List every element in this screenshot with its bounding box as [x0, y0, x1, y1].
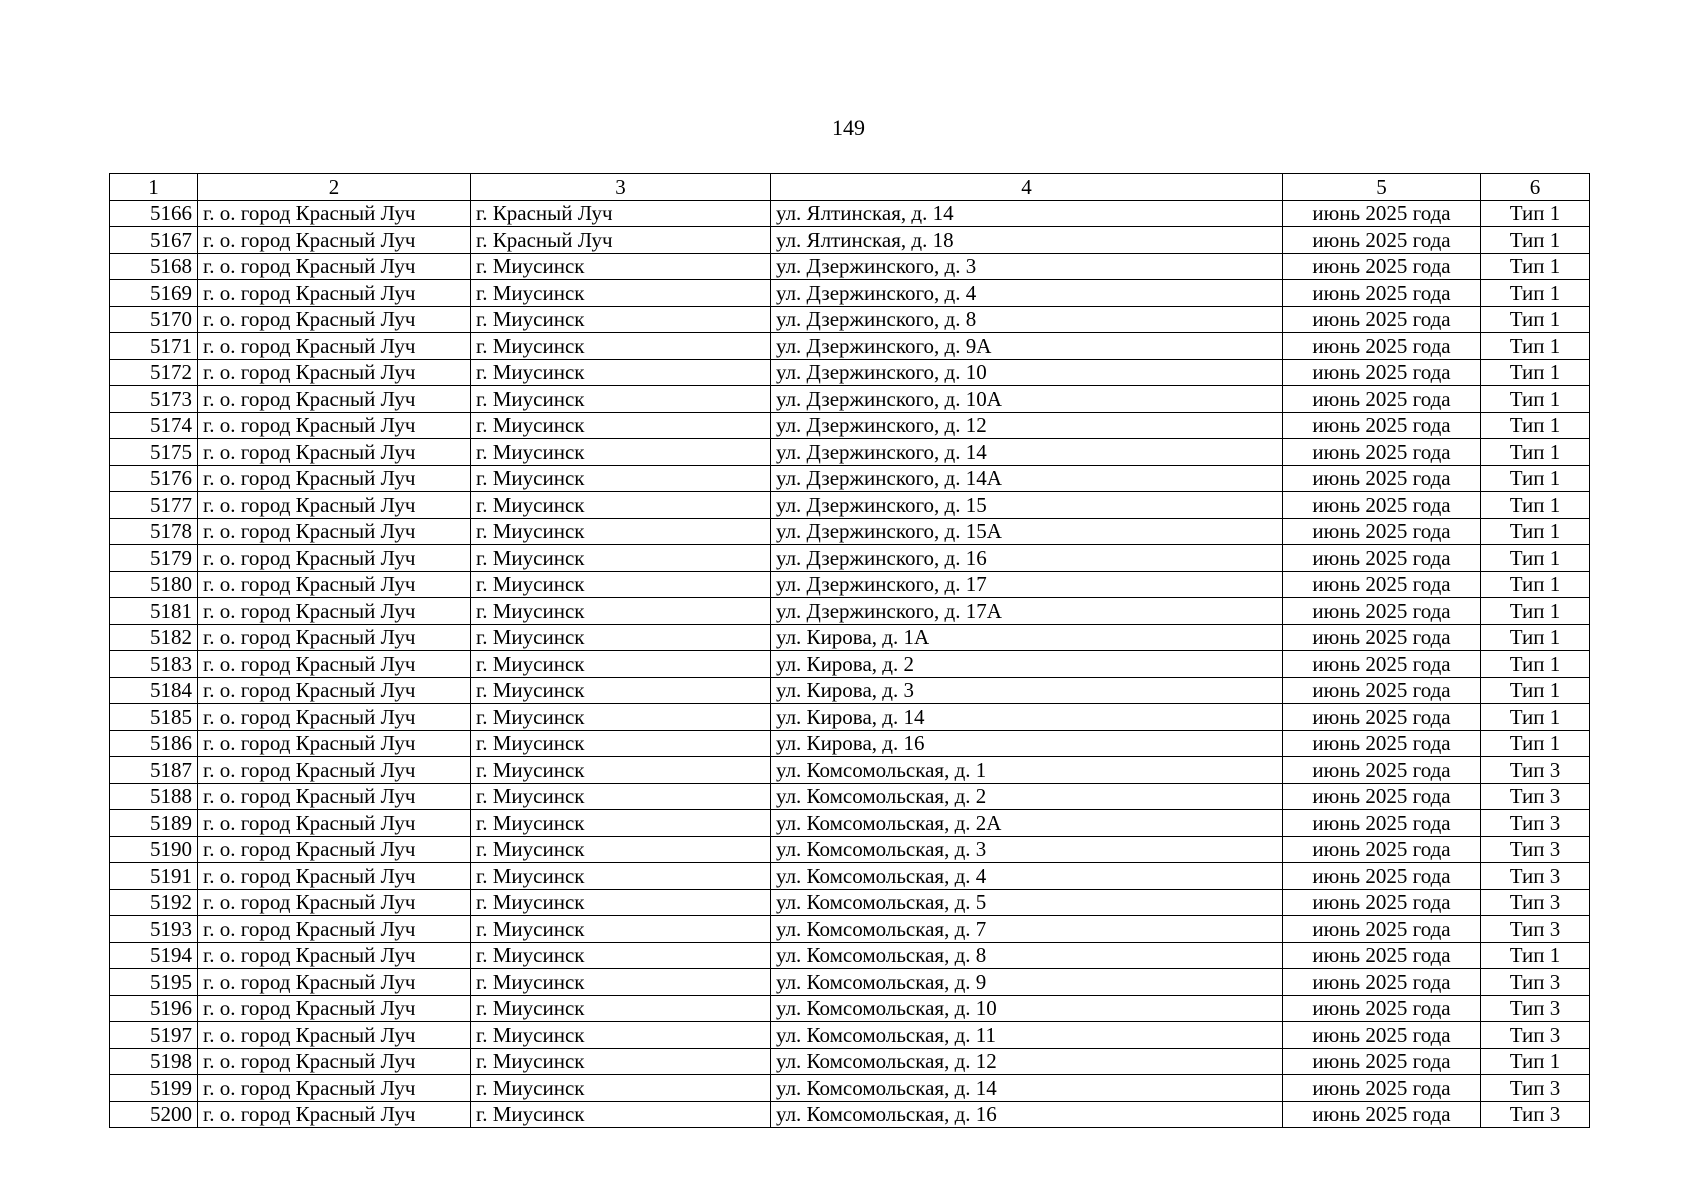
table-row [110, 518, 1590, 545]
type-cell: Тип 3 [1481, 863, 1590, 890]
row-number-cell: 5166 [110, 200, 198, 227]
table-row [110, 306, 1590, 333]
row-number-cell: 5199 [110, 1075, 198, 1102]
address-cell: ул. Комсомольская, д. 11 [771, 1022, 1283, 1049]
address-cell: ул. Кирова, д. 14 [771, 704, 1283, 731]
municipality-cell: г. о. город Красный Луч [198, 333, 471, 360]
row-number-cell: 5195 [110, 969, 198, 996]
date-cell: июнь 2025 года [1283, 253, 1481, 280]
municipality-cell: г. о. город Красный Луч [198, 704, 471, 731]
row-number-cell: 5197 [110, 1022, 198, 1049]
type-cell: Тип 1 [1481, 280, 1590, 307]
address-cell: ул. Ялтинская, д. 14 [771, 200, 1283, 227]
column-number-3: 3 [471, 174, 771, 201]
column-number-header-row [110, 174, 1590, 201]
address-cell: ул. Кирова, д. 2 [771, 651, 1283, 678]
address-cell: ул. Дзержинского, д. 16 [771, 545, 1283, 572]
date-cell: июнь 2025 года [1283, 545, 1481, 572]
table-row [110, 333, 1590, 360]
address-cell: ул. Комсомольская, д. 14 [771, 1075, 1283, 1102]
settlement-cell: г. Миусинск [471, 280, 771, 307]
date-cell: июнь 2025 года [1283, 386, 1481, 413]
settlement-cell: г. Миусинск [471, 916, 771, 943]
row-number-cell: 5186 [110, 730, 198, 757]
municipality-cell: г. о. город Красный Луч [198, 677, 471, 704]
municipality-cell: г. о. город Красный Луч [198, 359, 471, 386]
registry-table [109, 173, 1590, 1128]
municipality-cell: г. о. город Красный Луч [198, 465, 471, 492]
date-cell: июнь 2025 года [1283, 598, 1481, 625]
table-row [110, 359, 1590, 386]
row-number-cell: 5188 [110, 783, 198, 810]
date-cell: июнь 2025 года [1283, 889, 1481, 916]
table-row [110, 863, 1590, 890]
settlement-cell: г. Миусинск [471, 518, 771, 545]
type-cell: Тип 3 [1481, 757, 1590, 784]
row-number-cell: 5200 [110, 1101, 198, 1128]
row-number-cell: 5178 [110, 518, 198, 545]
date-cell: июнь 2025 года [1283, 439, 1481, 466]
address-cell: ул. Дзержинского, д. 8 [771, 306, 1283, 333]
table-row [110, 200, 1590, 227]
address-cell: ул. Кирова, д. 16 [771, 730, 1283, 757]
type-cell: Тип 3 [1481, 889, 1590, 916]
settlement-cell: г. Миусинск [471, 810, 771, 837]
date-cell: июнь 2025 года [1283, 200, 1481, 227]
type-cell: Тип 1 [1481, 942, 1590, 969]
address-cell: ул. Дзержинского, д. 9А [771, 333, 1283, 360]
type-cell: Тип 1 [1481, 333, 1590, 360]
address-cell: ул. Комсомольская, д. 1 [771, 757, 1283, 784]
table-row [110, 704, 1590, 731]
settlement-cell: г. Миусинск [471, 942, 771, 969]
municipality-cell: г. о. город Красный Луч [198, 1022, 471, 1049]
settlement-cell: г. Миусинск [471, 333, 771, 360]
type-cell: Тип 1 [1481, 359, 1590, 386]
settlement-cell: г. Миусинск [471, 439, 771, 466]
row-number-cell: 5170 [110, 306, 198, 333]
settlement-cell: г. Миусинск [471, 995, 771, 1022]
municipality-cell: г. о. город Красный Луч [198, 598, 471, 625]
municipality-cell: г. о. город Красный Луч [198, 1075, 471, 1102]
settlement-cell: г. Миусинск [471, 677, 771, 704]
date-cell: июнь 2025 года [1283, 995, 1481, 1022]
settlement-cell: г. Миусинск [471, 836, 771, 863]
table-row [110, 1101, 1590, 1128]
type-cell: Тип 1 [1481, 492, 1590, 519]
municipality-cell: г. о. город Красный Луч [198, 280, 471, 307]
row-number-cell: 5180 [110, 571, 198, 598]
settlement-cell: г. Миусинск [471, 889, 771, 916]
settlement-cell: г. Миусинск [471, 730, 771, 757]
row-number-cell: 5198 [110, 1048, 198, 1075]
settlement-cell: г. Миусинск [471, 863, 771, 890]
settlement-cell: г. Миусинск [471, 306, 771, 333]
settlement-cell: г. Миусинск [471, 704, 771, 731]
table-row [110, 412, 1590, 439]
row-number-cell: 5192 [110, 889, 198, 916]
row-number-cell: 5184 [110, 677, 198, 704]
settlement-cell: г. Миусинск [471, 1048, 771, 1075]
row-number-cell: 5190 [110, 836, 198, 863]
date-cell: июнь 2025 года [1283, 969, 1481, 996]
table-row [110, 227, 1590, 254]
municipality-cell: г. о. город Красный Луч [198, 200, 471, 227]
table-row [110, 280, 1590, 307]
type-cell: Тип 1 [1481, 227, 1590, 254]
table-row [110, 651, 1590, 678]
type-cell: Тип 3 [1481, 810, 1590, 837]
table-row [110, 624, 1590, 651]
table-row [110, 916, 1590, 943]
address-cell: ул. Комсомольская, д. 5 [771, 889, 1283, 916]
municipality-cell: г. о. город Красный Луч [198, 916, 471, 943]
municipality-cell: г. о. город Красный Луч [198, 889, 471, 916]
column-number-6: 6 [1481, 174, 1590, 201]
address-cell: ул. Дзержинского, д. 10 [771, 359, 1283, 386]
settlement-cell: г. Миусинск [471, 359, 771, 386]
settlement-cell: г. Красный Луч [471, 200, 771, 227]
row-number-cell: 5171 [110, 333, 198, 360]
row-number-cell: 5169 [110, 280, 198, 307]
address-cell: ул. Дзержинского, д. 4 [771, 280, 1283, 307]
type-cell: Тип 1 [1481, 465, 1590, 492]
column-number-2: 2 [198, 174, 471, 201]
settlement-cell: г. Миусинск [471, 969, 771, 996]
date-cell: июнь 2025 года [1283, 651, 1481, 678]
date-cell: июнь 2025 года [1283, 624, 1481, 651]
municipality-cell: г. о. город Красный Луч [198, 836, 471, 863]
address-cell: ул. Комсомольская, д. 10 [771, 995, 1283, 1022]
address-cell: ул. Дзержинского, д. 17А [771, 598, 1283, 625]
type-cell: Тип 1 [1481, 386, 1590, 413]
settlement-cell: г. Миусинск [471, 492, 771, 519]
table-row [110, 439, 1590, 466]
type-cell: Тип 3 [1481, 1075, 1590, 1102]
type-cell: Тип 1 [1481, 253, 1590, 280]
address-cell: ул. Комсомольская, д. 2А [771, 810, 1283, 837]
settlement-cell: г. Миусинск [471, 1022, 771, 1049]
date-cell: июнь 2025 года [1283, 916, 1481, 943]
municipality-cell: г. о. город Красный Луч [198, 651, 471, 678]
row-number-cell: 5194 [110, 942, 198, 969]
row-number-cell: 5174 [110, 412, 198, 439]
municipality-cell: г. о. город Красный Луч [198, 810, 471, 837]
address-cell: ул. Дзержинского, д. 15 [771, 492, 1283, 519]
table-row [110, 465, 1590, 492]
type-cell: Тип 3 [1481, 1022, 1590, 1049]
table-row [110, 386, 1590, 413]
row-number-cell: 5167 [110, 227, 198, 254]
table-row [110, 730, 1590, 757]
municipality-cell: г. о. город Красный Луч [198, 1101, 471, 1128]
address-cell: ул. Дзержинского, д. 14 [771, 439, 1283, 466]
row-number-cell: 5193 [110, 916, 198, 943]
address-cell: ул. Комсомольская, д. 8 [771, 942, 1283, 969]
type-cell: Тип 1 [1481, 518, 1590, 545]
address-cell: ул. Комсомольская, д. 9 [771, 969, 1283, 996]
date-cell: июнь 2025 года [1283, 412, 1481, 439]
table-row [110, 1048, 1590, 1075]
type-cell: Тип 3 [1481, 783, 1590, 810]
settlement-cell: г. Красный Луч [471, 227, 771, 254]
municipality-cell: г. о. город Красный Луч [198, 306, 471, 333]
date-cell: июнь 2025 года [1283, 492, 1481, 519]
date-cell: июнь 2025 года [1283, 810, 1481, 837]
row-number-cell: 5183 [110, 651, 198, 678]
settlement-cell: г. Миусинск [471, 598, 771, 625]
row-number-cell: 5173 [110, 386, 198, 413]
table-row [110, 995, 1590, 1022]
row-number-cell: 5179 [110, 545, 198, 572]
table-row [110, 677, 1590, 704]
column-number-4: 4 [771, 174, 1283, 201]
address-cell: ул. Комсомольская, д. 4 [771, 863, 1283, 890]
settlement-cell: г. Миусинск [471, 571, 771, 598]
row-number-cell: 5181 [110, 598, 198, 625]
municipality-cell: г. о. город Красный Луч [198, 412, 471, 439]
type-cell: Тип 3 [1481, 1101, 1590, 1128]
municipality-cell: г. о. город Красный Луч [198, 518, 471, 545]
municipality-cell: г. о. город Красный Луч [198, 757, 471, 784]
settlement-cell: г. Миусинск [471, 624, 771, 651]
table-body [110, 174, 1590, 1128]
date-cell: июнь 2025 года [1283, 863, 1481, 890]
page-number: 149 [832, 115, 865, 140]
settlement-cell: г. Миусинск [471, 757, 771, 784]
date-cell: июнь 2025 года [1283, 942, 1481, 969]
municipality-cell: г. о. город Красный Луч [198, 1048, 471, 1075]
date-cell: июнь 2025 года [1283, 306, 1481, 333]
address-cell: ул. Комсомольская, д. 2 [771, 783, 1283, 810]
municipality-cell: г. о. город Красный Луч [198, 492, 471, 519]
municipality-cell: г. о. город Красный Луч [198, 863, 471, 890]
row-number-cell: 5191 [110, 863, 198, 890]
address-cell: ул. Дзержинского, д. 14А [771, 465, 1283, 492]
settlement-cell: г. Миусинск [471, 1075, 771, 1102]
municipality-cell: г. о. город Красный Луч [198, 439, 471, 466]
date-cell: июнь 2025 года [1283, 359, 1481, 386]
municipality-cell: г. о. город Красный Луч [198, 942, 471, 969]
date-cell: июнь 2025 года [1283, 1022, 1481, 1049]
municipality-cell: г. о. город Красный Луч [198, 730, 471, 757]
date-cell: июнь 2025 года [1283, 465, 1481, 492]
date-cell: июнь 2025 года [1283, 518, 1481, 545]
table-row [110, 571, 1590, 598]
type-cell: Тип 1 [1481, 624, 1590, 651]
table-row [110, 942, 1590, 969]
municipality-cell: г. о. город Красный Луч [198, 995, 471, 1022]
table-row [110, 969, 1590, 996]
type-cell: Тип 1 [1481, 730, 1590, 757]
address-cell: ул. Ялтинская, д. 18 [771, 227, 1283, 254]
row-number-cell: 5176 [110, 465, 198, 492]
municipality-cell: г. о. город Красный Луч [198, 783, 471, 810]
address-cell: ул. Дзержинского, д. 10А [771, 386, 1283, 413]
address-cell: ул. Комсомольская, д. 3 [771, 836, 1283, 863]
table-row [110, 810, 1590, 837]
date-cell: июнь 2025 года [1283, 333, 1481, 360]
type-cell: Тип 3 [1481, 995, 1590, 1022]
address-cell: ул. Дзержинского, д. 17 [771, 571, 1283, 598]
type-cell: Тип 1 [1481, 412, 1590, 439]
settlement-cell: г. Миусинск [471, 783, 771, 810]
address-cell: ул. Дзержинского, д. 3 [771, 253, 1283, 280]
type-cell: Тип 1 [1481, 651, 1590, 678]
table-row [110, 492, 1590, 519]
date-cell: июнь 2025 года [1283, 704, 1481, 731]
type-cell: Тип 1 [1481, 1048, 1590, 1075]
date-cell: июнь 2025 года [1283, 1075, 1481, 1102]
row-number-cell: 5189 [110, 810, 198, 837]
table-row [110, 1075, 1590, 1102]
type-cell: Тип 1 [1481, 439, 1590, 466]
settlement-cell: г. Миусинск [471, 412, 771, 439]
date-cell: июнь 2025 года [1283, 1048, 1481, 1075]
settlement-cell: г. Миусинск [471, 253, 771, 280]
municipality-cell: г. о. город Красный Луч [198, 253, 471, 280]
type-cell: Тип 1 [1481, 704, 1590, 731]
date-cell: июнь 2025 года [1283, 677, 1481, 704]
table-row [110, 545, 1590, 572]
address-cell: ул. Кирова, д. 1А [771, 624, 1283, 651]
table-row [110, 598, 1590, 625]
table-row [110, 836, 1590, 863]
table-row [110, 253, 1590, 280]
municipality-cell: г. о. город Красный Луч [198, 227, 471, 254]
column-number-1: 1 [110, 174, 198, 201]
date-cell: июнь 2025 года [1283, 280, 1481, 307]
table-row [110, 889, 1590, 916]
table-row [110, 1022, 1590, 1049]
row-number-cell: 5182 [110, 624, 198, 651]
address-cell: ул. Дзержинского, д. 12 [771, 412, 1283, 439]
address-cell: ул. Кирова, д. 3 [771, 677, 1283, 704]
address-cell: ул. Дзержинского, д. 15А [771, 518, 1283, 545]
type-cell: Тип 1 [1481, 598, 1590, 625]
date-cell: июнь 2025 года [1283, 757, 1481, 784]
type-cell: Тип 1 [1481, 677, 1590, 704]
type-cell: Тип 1 [1481, 571, 1590, 598]
date-cell: июнь 2025 года [1283, 571, 1481, 598]
row-number-cell: 5168 [110, 253, 198, 280]
row-number-cell: 5185 [110, 704, 198, 731]
settlement-cell: г. Миусинск [471, 1101, 771, 1128]
municipality-cell: г. о. город Красный Луч [198, 386, 471, 413]
row-number-cell: 5175 [110, 439, 198, 466]
date-cell: июнь 2025 года [1283, 1101, 1481, 1128]
type-cell: Тип 1 [1481, 306, 1590, 333]
settlement-cell: г. Миусинск [471, 651, 771, 678]
table-row [110, 783, 1590, 810]
row-number-cell: 5196 [110, 995, 198, 1022]
table-row [110, 757, 1590, 784]
type-cell: Тип 3 [1481, 836, 1590, 863]
address-cell: ул. Комсомольская, д. 12 [771, 1048, 1283, 1075]
address-cell: ул. Комсомольская, д. 16 [771, 1101, 1283, 1128]
municipality-cell: г. о. город Красный Луч [198, 571, 471, 598]
type-cell: Тип 3 [1481, 916, 1590, 943]
row-number-cell: 5177 [110, 492, 198, 519]
row-number-cell: 5187 [110, 757, 198, 784]
municipality-cell: г. о. город Красный Луч [198, 545, 471, 572]
settlement-cell: г. Миусинск [471, 386, 771, 413]
municipality-cell: г. о. город Красный Луч [198, 969, 471, 996]
type-cell: Тип 1 [1481, 200, 1590, 227]
date-cell: июнь 2025 года [1283, 836, 1481, 863]
row-number-cell: 5172 [110, 359, 198, 386]
date-cell: июнь 2025 года [1283, 783, 1481, 810]
type-cell: Тип 1 [1481, 545, 1590, 572]
settlement-cell: г. Миусинск [471, 545, 771, 572]
settlement-cell: г. Миусинск [471, 465, 771, 492]
type-cell: Тип 3 [1481, 969, 1590, 996]
date-cell: июнь 2025 года [1283, 227, 1481, 254]
column-number-5: 5 [1283, 174, 1481, 201]
address-cell: ул. Комсомольская, д. 7 [771, 916, 1283, 943]
date-cell: июнь 2025 года [1283, 730, 1481, 757]
municipality-cell: г. о. город Красный Луч [198, 624, 471, 651]
